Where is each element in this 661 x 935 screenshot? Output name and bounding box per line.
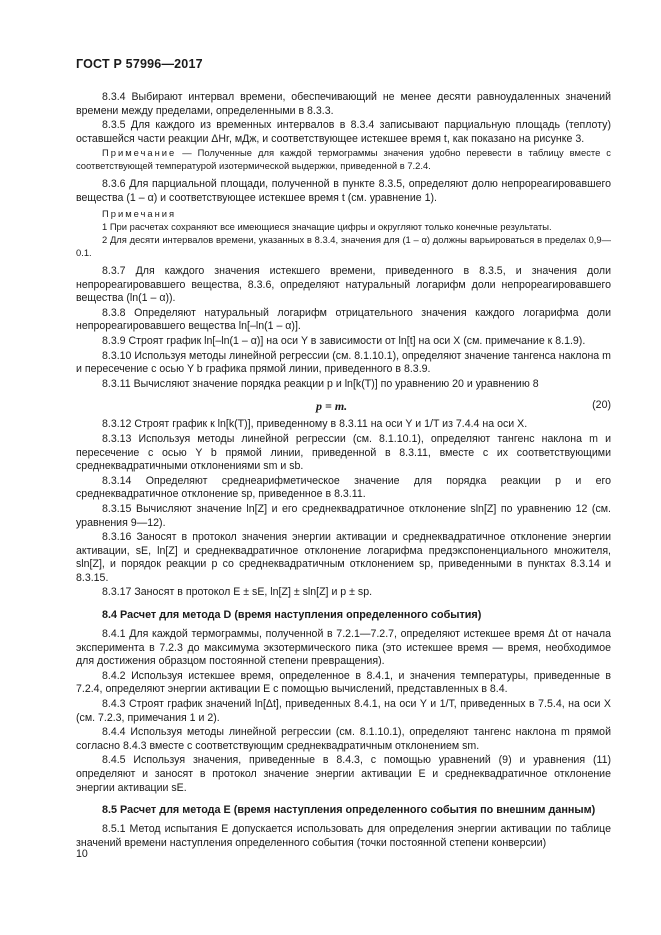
paragraph-8-4-4: 8.4.4 Используя методы линейной регрессии (см. 8.1.10.1), определяют тангенс наклона m прямой согласно 8.4.3 вместе с соответствующим среднеквадратичным отклонением sm. <box>76 726 611 752</box>
note-text: — Полученные для каждой термограммы значения удобно перевести в таблицу вместе с соответствующей температурой изотермической выдержки, приведенной в 7.2.4. <box>76 147 611 171</box>
notes-label: Примечания <box>102 208 177 220</box>
equation-number: (20) <box>592 399 611 412</box>
paragraph-8-3-12: 8.3.12 Строят график к ln[k(T)], приведенному в 8.3.11 на оси Y и 1/T из 7.4.4 на оси X. <box>102 418 528 431</box>
paragraph-8-3-9: 8.3.9 Строят график ln[–ln(1 – α)] на оси Y в зависимости от ln[t] на оси X (см. примечание к 8.1.9). <box>102 334 586 347</box>
paragraph-8-3-15: 8.3.15 Вычисляют значение ln[Z] и его среднеквадратичное отклонение sln[Z] по уравнению 12 (см. уравнения 9—12). <box>76 502 611 529</box>
standard-header: ГОСТ Р 57996—2017 <box>76 57 203 71</box>
paragraph-8-4-1: 8.4.1 Для каждой термограммы, полученной в 7.2.1—7.2.7, определяют истекшее время Δt от начала эксперимента в 7.2.3 до максимума экзотермического пика (это истекшее время — время, необходимое для достижения образцом постоянной степени превращения). <box>76 628 611 668</box>
paragraph-8-3-17: 8.3.17 Заносят в протокол E ± sE, ln[Z] ± sln[Z] и p ± sp. <box>102 586 373 599</box>
section-heading-8-5: 8.5 Расчет для метода E (время наступления определенного события по внешним данным) <box>102 804 596 817</box>
equation-expression: p = m. <box>316 399 348 414</box>
paragraph-8-3-16: 8.3.16 Заносят в протокол значения энергии активации и среднеквадратичное отклонение энергии активации, sE, ln[Z] и среднеквадратичное отклонение логарифма предэкспоненциального множителя, sln[Z], и порядок реакции p со среднеквадратичным отклонением sp, приведенными в пунктах 8.3.14 и 8.3.15. <box>76 531 611 584</box>
note-8-3-5 <box>76 147 611 172</box>
paragraph-8-3-6: 8.3.6 Для парциальной площади, полученной в пункте 8.3.5, определяют долю непрореагировавшего вещества (1 – α) и соответствующее истекшее время t (см. уравнение 1). <box>76 178 611 204</box>
paragraph-8-3-4: 8.3.4 Выбирают интервал времени, обеспечивающий не менее десяти равноудаленных значений времени между пределами, определенными в 8.3.3. <box>76 91 611 117</box>
paragraph-8-3-7: 8.3.7 Для каждого значения истекшего времени, приведенного в 8.3.5, и значения доли непрореагировавшего вещества, 8.3.6, определяют натуральный логарифм доли непрореагировавшего вещества (ln(1 – α)). <box>76 265 611 305</box>
document-body <box>76 91 611 851</box>
paragraph-8-3-8: 8.3.8 Определяют натуральный логарифм отрицательного значения каждого логарифма доли непрореагировавшего вещества ln[–ln(1 – α)]. <box>76 306 611 333</box>
page-number: 10 <box>76 848 88 860</box>
paragraph-8-3-11: 8.3.11 Вычисляют значение порядка реакции p и ln[k(T)] по уравнению 20 и уравнению 8 <box>102 377 539 390</box>
paragraph-8-4-3: 8.4.3 Строят график значений ln[Δt], приведенных 8.4.1, на оси Y и 1/T, приведенных в 7.5.4, на оси X (см. 7.2.3, примечания 1 и 2). <box>76 698 611 724</box>
note-item-2: 2 Для десяти интервалов времени, указанных в 8.3.4, значения для (1 – α) должны варьироваться в пределах 0,9—0.1. <box>76 234 611 258</box>
equation-20 <box>76 392 611 418</box>
paragraph-8-3-5: 8.3.5 Для каждого из временных интервалов в 8.3.4 записывают парциальную площадь (теплоту) оставшейся части реакции ΔHr, мДж, и соответствующее истекшее время t, как показано на рисунке 3. <box>76 119 611 145</box>
paragraph-8-3-10: 8.3.10 Используя методы линейной регрессии (см. 8.1.10.1), определяют значение тангенса наклона m и пересечение с осью Y b графика прямой линии, приведенного в 8.3.9. <box>76 349 611 376</box>
note-label: Примечание <box>102 147 177 159</box>
section-heading-8-4: 8.4 Расчет для метода D (время наступления определенного события) <box>102 609 482 622</box>
paragraph-8-5-1: 8.5.1 Метод испытания E допускается использовать для определения энергии активации по таблице значений времени наступления определенного события (точки постоянной степени конверсии) <box>76 823 611 849</box>
note-item-1: 1 При расчетах сохраняют все имеющиеся значащие цифры и округляют только конечные результаты. <box>102 220 552 232</box>
paragraph-8-3-13: 8.3.13 Используя методы линейной регрессии (см. 8.1.10.1), определяют тангенс наклона m и пересечение с осью Y b прямой линии, приведенной в 8.3.11, вместе с их соответствующими среднеквадратичными отклонениями sm и sb. <box>76 432 611 473</box>
paragraph-8-3-14: 8.3.14 Определяют среднеарифметическое значение для порядка реакции p и его среднеквадратичное отклонение sp, приведенное в 8.3.11. <box>76 474 611 501</box>
paragraph-8-4-5: 8.4.5 Используя значения, приведенные в 8.4.3, с помощью уравнений (9) и уравнения (11) определяют и заносят в протокол значение энергии активации E и среднеквадратичное отклонение энергии активации sE. <box>76 754 611 794</box>
paragraph-8-4-2: 8.4.2 Используя истекшее время, определенное в 8.4.1, и значения температуры, приведенные в 7.2.4, определяют энергии активации E с помощью вычислений, представленных в 8.4. <box>76 669 611 696</box>
